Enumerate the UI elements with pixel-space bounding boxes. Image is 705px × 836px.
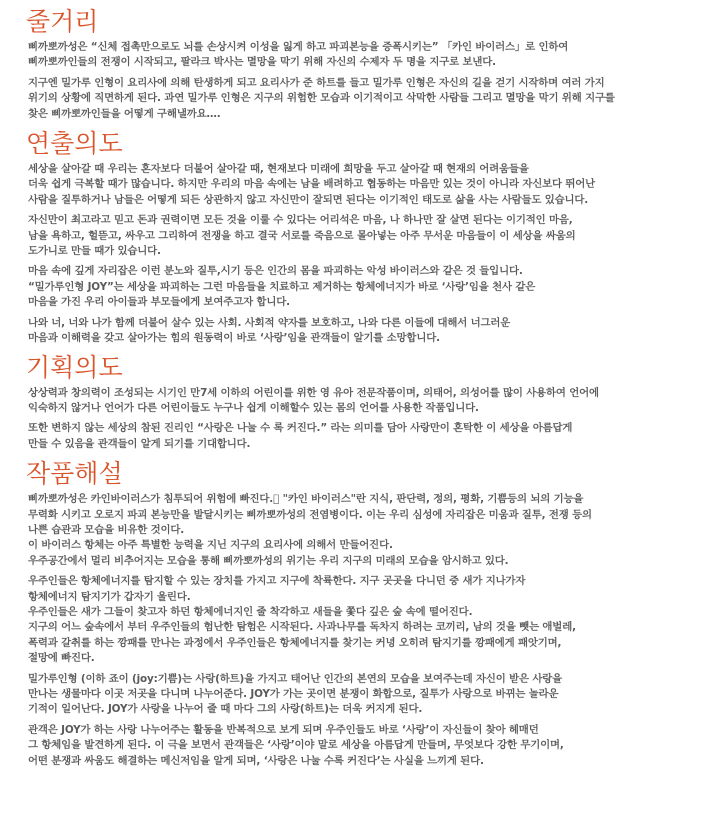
text-line: 밀가루인형 (이하 죠이 (joy:기쁨)는 사랑(하트)을 가지고 태어난 인간의 본연의 모습을 보여주는데 자신이 받은 사랑을	[28, 672, 563, 685]
text-line: 자신만이 최고라고 믿고 돈과 권력이면 모든 것을 이룰 수 있다는 어리석은 마음, 나 하나만 잘 살면 된다는 이기적인 마음,	[28, 214, 573, 227]
text-line: 더욱 쉽게 극복할 때가 많습니다. 하지만 우리의 마음 속에는 남을 배려하고 협동하는 마음만 있는 것이 아니라 자신보다 뛰어난	[28, 178, 595, 191]
text-line: 도가니로 만들 때가 있습니다.	[28, 245, 161, 258]
text-line: 상상력과 창의력이 조성되는 시기인 만7세 이하의 어린이를 위한 영 유아 전문작품이며, 의태어, 의성어를 많이 사용하여 언어에	[28, 386, 599, 399]
text-line: 마음을 가진 우리 아이들과 부모들에게 보여주고자 합니다.	[28, 296, 290, 309]
text-line: 위기의 상황에 직면하게 된다. 과연 밀가루 인형은 지구의 위험한 모습과 이기적이고 삭막한 사람들 그리고 멸망을 막기 위해 지구를	[28, 92, 615, 105]
text-line: 익숙하지 않거나 언어가 다른 어린이들도 누구나 쉽게 이해할수 있는 몸의 언어를 사용한 작품입니다.	[28, 401, 479, 414]
paragraph	[28, 386, 705, 417]
paragraph	[28, 264, 705, 310]
paragraph	[28, 316, 705, 347]
text-line: 삐까뽀까성은 카인바이러스가 침투되어 위험에 빠진다.  "카인 바이러스"란 지식, 판단력, 정의, 평화, 기쁨등의 뇌의 기능을	[28, 493, 584, 506]
paragraph	[28, 723, 705, 769]
text-line: 찾은 삐까뽀까인들을 어떻게 구해낼까요….	[28, 107, 221, 120]
paragraph	[28, 76, 705, 122]
paragraph	[28, 421, 705, 452]
text-line: 사람을 질투하거나 남들은 어떻게 되든 상관하지 않고 자신만이 잘되면 된다는 이기적인 태도로 삶을 사는 사람들도 있습니다.	[28, 193, 589, 206]
text-line: 지구엔 밀가루 인형이 요리사에 의해 탄생하게 되고 요리사가 준 하트를 들고 밀가루 인형은 자신의 길을 걷기 시작하며 여러 가지	[28, 76, 605, 89]
paragraph	[28, 162, 705, 208]
text-line: 지구의 어느 숲속에서 부터 우주인들의 험난한 탐험은 시작된다. 사과나무를 독차지 하려는 코끼리, 남의 것을 뺏는 애벌레,	[28, 621, 576, 634]
text-line: 삐까뽀까성은 “신체 접촉만으로도 뇌를 손상시켜 이성을 잃게 하고 파괴본능을 증폭시키는” 「카인 바이러스」로 인하여	[28, 41, 569, 53]
text-line: 폭력과 갈취를 하는 깡패를 만나는 과정에서 우주인들은 항체에너지를 찾기는 커녕 오히려 탐지기를 깡패에게 패앗기며,	[28, 636, 562, 649]
text-line: 세상을 살아갈 때 우리는 혼자보다 더불어 살아갈 때, 현재보다 미래에 희망을 두고 살아갈 때 현재의 어려움들을	[28, 163, 529, 176]
text-line: 기적이 일어난다. JOY가 사랑을 나누어 줄 때 마다 그의 사랑(하트)는 더욱 커지게 된다.	[28, 703, 423, 716]
paragraph	[28, 213, 705, 259]
text-line: 절망에 빠진다.	[28, 652, 95, 665]
text-line: 우주공간에서 멀리 비추어지는 모습을 통해 삐까뽀까성의 위기는 우리 지구의 미래의 모습을 암시하고 있다.	[28, 554, 509, 567]
text-line: 우주인들은 새가 그들이 찾고자 하던 항체에너지인 줄 착각하고 새들을 쫓다 깊은 숲 속에 떨어진다.	[28, 605, 473, 618]
text-line: 마음 속에 깊게 자리잡은 이런 분노와 질투,시기 등은 인간의 몸을 파괴하는 악성 바이러스와 같은 것 들입니다.	[28, 265, 523, 278]
paragraph	[28, 574, 705, 666]
text-line: “밀가루인형 JOY”는 세상을 파괴하는 그런 마음들을 치료하고 제거하는 항체에너지가 바로 ‘사랑’임을 천사 같은	[28, 280, 536, 293]
section-planning-intent	[28, 352, 705, 453]
text-line: 우주인들은 항체에너지를 탐지할 수 있는 장치를 가지고 지구에 착륙한다. 지구 곳곳을 다니던 중 새가 지나가자	[28, 575, 526, 588]
text-line: 무력화 시키고 오로지 파괴 본능만을 발달시키는 삐까뽀까성의 전염병이다. 이는 우리 심성에 자리잡은 미움과 질투, 전쟁 등의	[28, 508, 592, 521]
section-direction-intent	[28, 128, 705, 346]
paragraph	[28, 492, 705, 569]
text-line: 만들 수 있음을 관객들이 알게 되기를 기대합니다.	[28, 437, 251, 450]
text-line: 어떤 분쟁과 싸움도 해결하는 메신저임을 알게 되며, ‘사랑은 나눌 수록 커진다’는 사실을 느끼게 된다.	[28, 754, 484, 767]
section-title-work-commentary: 작품해설	[26, 459, 123, 489]
text-line: 또한 변하지 않는 세상의 참된 진리인 “사랑은 나눌 수 록 커진다.” 라는 의미를 담아 사랑만이 혼탁한 이 세상을 아름답게	[28, 422, 573, 435]
text-line: 관객은 JOY가 하는 사랑 나누어주는 활동을 반복적으로 보게 되며 우주인들도 바로 ‘사랑’이 자신들이 찾아 헤매던	[28, 723, 539, 736]
paragraph	[28, 40, 705, 71]
text-line: 나쁜 습관과 모습을 비유한 것이다.	[28, 523, 185, 536]
text-line: 만나는 생물마다 이곳 저곳을 다니며 나누어준다. JOY가 가는 곳이면 분쟁이 화합으로, 질투가 사랑으로 바뀌는 놀라운	[28, 688, 559, 700]
section-title-synopsis: 줄거리	[26, 7, 99, 36]
section-title-direction-intent: 연출의도	[26, 129, 123, 159]
section-title-planning-intent: 기획의도	[26, 352, 123, 382]
section-work-commentary	[28, 458, 705, 769]
text-line: 그 항체임을 발견하게 된다. 이 극을 보면서 관객들은 ‘사랑’이야 말로 세상을 아름답게 만들며, 무엇보다 강한 무기이며,	[28, 739, 564, 752]
section-synopsis	[28, 6, 705, 122]
text-line: 이 바이러스 항체는 아주 특별한 능력을 지닌 지구의 요리사에 의해서 만들어진다.	[28, 539, 393, 552]
text-line: 마음과 이해력을 갖고 살아가는 힘의 원동력이 바로 ‘사랑’임을 관객들이 알기를 소망합니다.	[28, 332, 440, 345]
text-line: 항체에너지 탐지기가 갑자기 울린다.	[28, 590, 191, 603]
text-line: 남을 욕하고, 헐뜯고, 싸우고 그리하여 전쟁을 하고 결국 서로를 죽음으로 몰아넣는 아주 무서운 마음들이 이 세상을 싸움의	[28, 229, 576, 242]
text-line: 삐까뽀까인들의 전쟁이 시작되고, 팔라크 박사는 멸망을 막기 위해 자신의 수제자 두 명을 지구로 보낸다.	[28, 56, 496, 69]
paragraph	[28, 672, 705, 718]
text-line: 나와 너, 너와 나가 함께 더불어 살수 있는 사회. 사회적 약자를 보호하고, 나와 다른 이들에 대해서 너그러운	[28, 316, 511, 329]
